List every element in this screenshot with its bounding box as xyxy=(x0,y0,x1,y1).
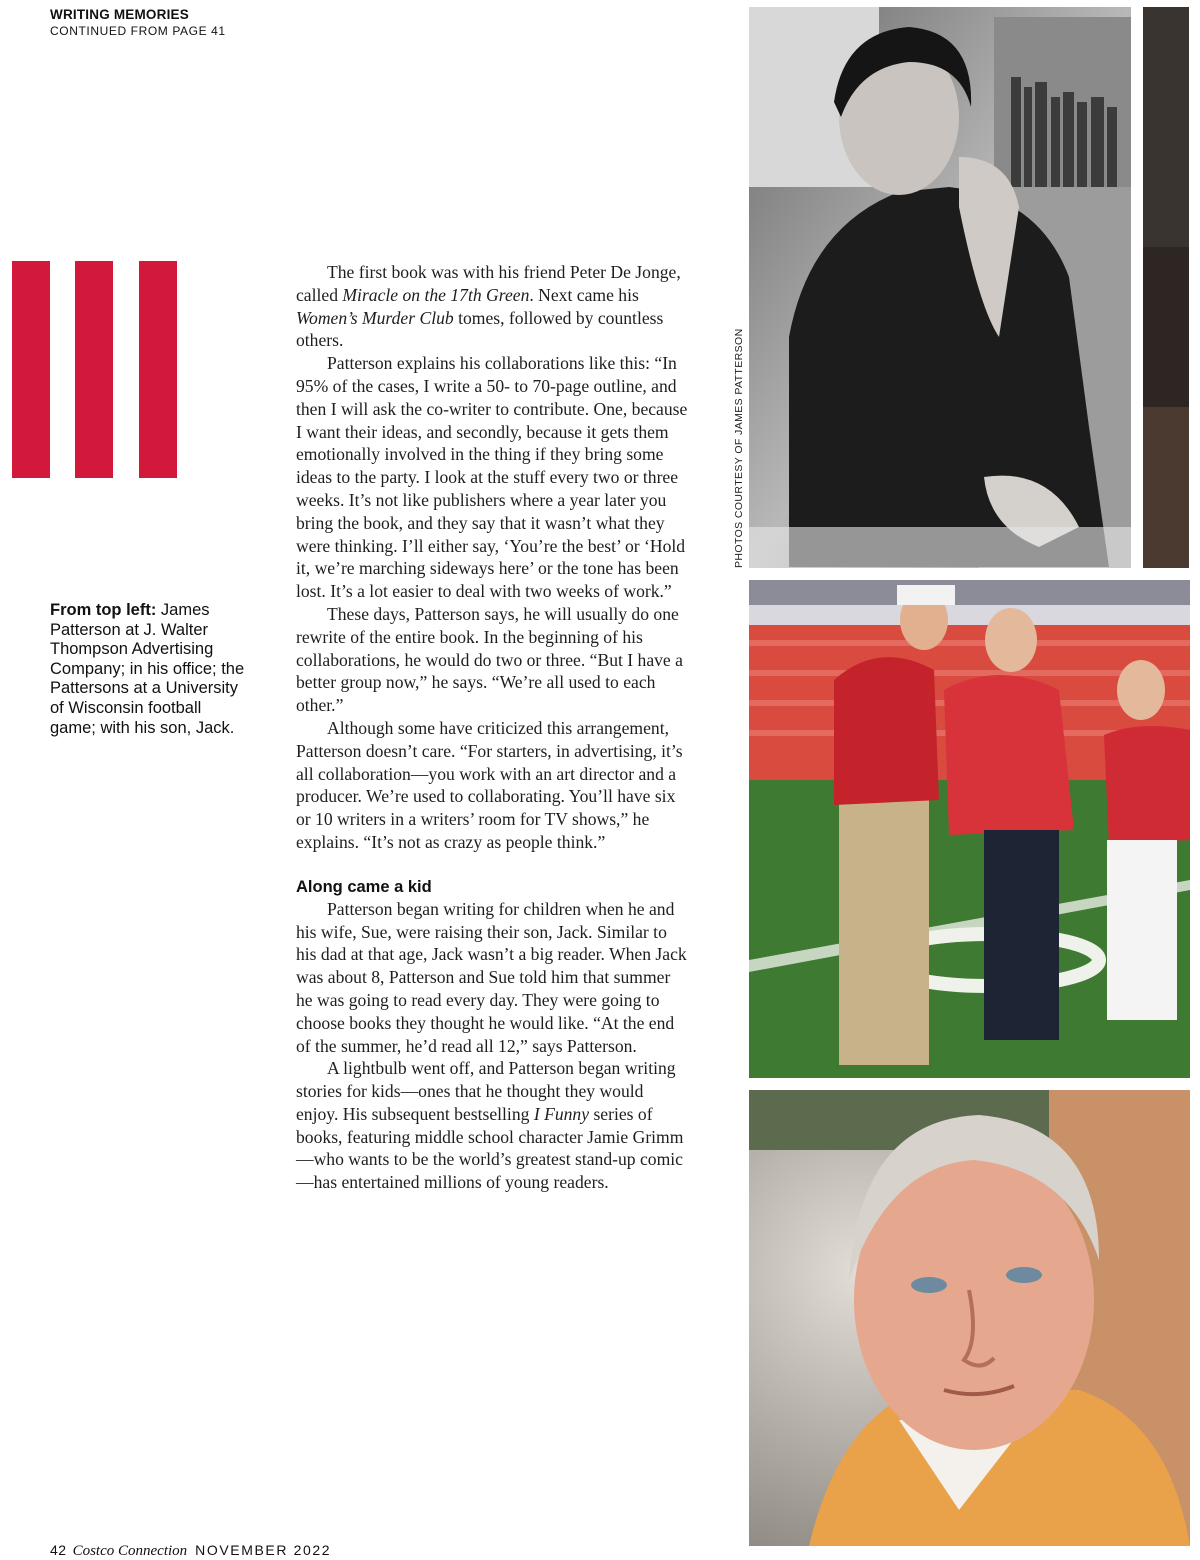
red-stripe xyxy=(75,261,113,478)
section-title: WRITING MEMORIES xyxy=(50,7,189,22)
paragraph-text: tomes, followed by countless others. xyxy=(296,307,664,351)
paragraph xyxy=(296,261,688,352)
adjacent-photo-edge xyxy=(1143,7,1189,568)
paragraph-text: The first book was with his friend Peter De Jonge, called xyxy=(296,262,681,305)
publication-name: Costco Connection xyxy=(72,1543,188,1559)
red-stripes-graphic xyxy=(12,261,177,478)
page-footer xyxy=(50,1541,331,1560)
paragraph-text: A lightbulb went off, and Patterson began writing stories for kids—ones that he thought they would enjoy. His subsequent bestselling xyxy=(296,1058,676,1124)
bw-office-portrait-photo xyxy=(749,7,1131,568)
section-kicker xyxy=(50,6,226,40)
paragraph-text: . Next came his xyxy=(529,284,639,305)
stadium-handshake-photo xyxy=(749,580,1190,1078)
paragraph xyxy=(296,1057,688,1194)
subheading: Along came a kid xyxy=(296,877,432,896)
caption-text: James Patterson at J. Walter Thompson Advertising Company; in his office; the Pattersons at a University of Wisconsin football game; with his son, Jack. xyxy=(50,601,245,737)
continued-from-label: CONTINUED FROM PAGE 41 xyxy=(50,24,226,38)
article-body xyxy=(296,261,688,1194)
photo-credit: PHOTOS COURTESY OF JAMES PATTERSON xyxy=(733,328,745,568)
red-stripe xyxy=(139,261,177,478)
photo-caption xyxy=(50,601,250,738)
caption-lead: From top left: xyxy=(50,601,157,619)
book-title: Women’s Murder Club xyxy=(296,307,454,328)
issue-date: NOVEMBER 2022 xyxy=(195,1542,332,1558)
book-title: I Funny xyxy=(533,1103,590,1124)
red-stripe xyxy=(12,261,50,478)
paragraph: These days, Patterson says, he will usually do one rewrite of the entire book. In the beginning of his collaborations, he would do two or three. “But I have a better group now,” he says. “We’re all used to each other.” xyxy=(296,603,683,716)
paragraph-text: series of books, featuring middle school character Jamie Grimm—who wants to be the world’s greatest stand-up comic —has entertained millions of young readers. xyxy=(296,1103,684,1193)
paragraph: Patterson began writing for children when he and his wife, Sue, were raising their son, Jack. Similar to his dad at that age, Jack wasn’t a big reader. When Jack was about 8, Patterson and Sue told him that summer he was going to read every day. They were going to choose books they thought he would like. “At the end of the summer, he’d read all 12,” says Patterson. xyxy=(296,898,687,1056)
father-son-portrait-photo xyxy=(749,1090,1190,1546)
page-number: 42 xyxy=(50,1542,67,1558)
paragraph: Patterson explains his collaborations like this: “In 95% of the cases, I write a 50- to 70-page outline, and then I will ask the co-writer to contribute. One, because I want their ideas, and secondly, because it gets them emotionally involved in the thing if they bring some ideas to the party. I look at the stuff every two or three weeks. It’s not like publishers where a year later you bring the book, and they say that it wasn’t what they were thinking. I’ll either say, ‘You’re the best’ or ‘Hold it, we’re marching sideways here’ or the tone has been lost. It’s a lot easier to deal with two weeks of work.” xyxy=(296,353,688,602)
paragraph: Although some have criticized this arrangement, Patterson doesn’t care. “For starters, in advertising, it’s all collaboration—you work with an art director and a producer. We’re used to collaborating. You’ll have six or 10 writers in a writers’ room for TV shows,” he explains. “It’s not as crazy as people think.” xyxy=(296,717,683,852)
book-title: Miracle on the 17th Green xyxy=(342,284,530,305)
